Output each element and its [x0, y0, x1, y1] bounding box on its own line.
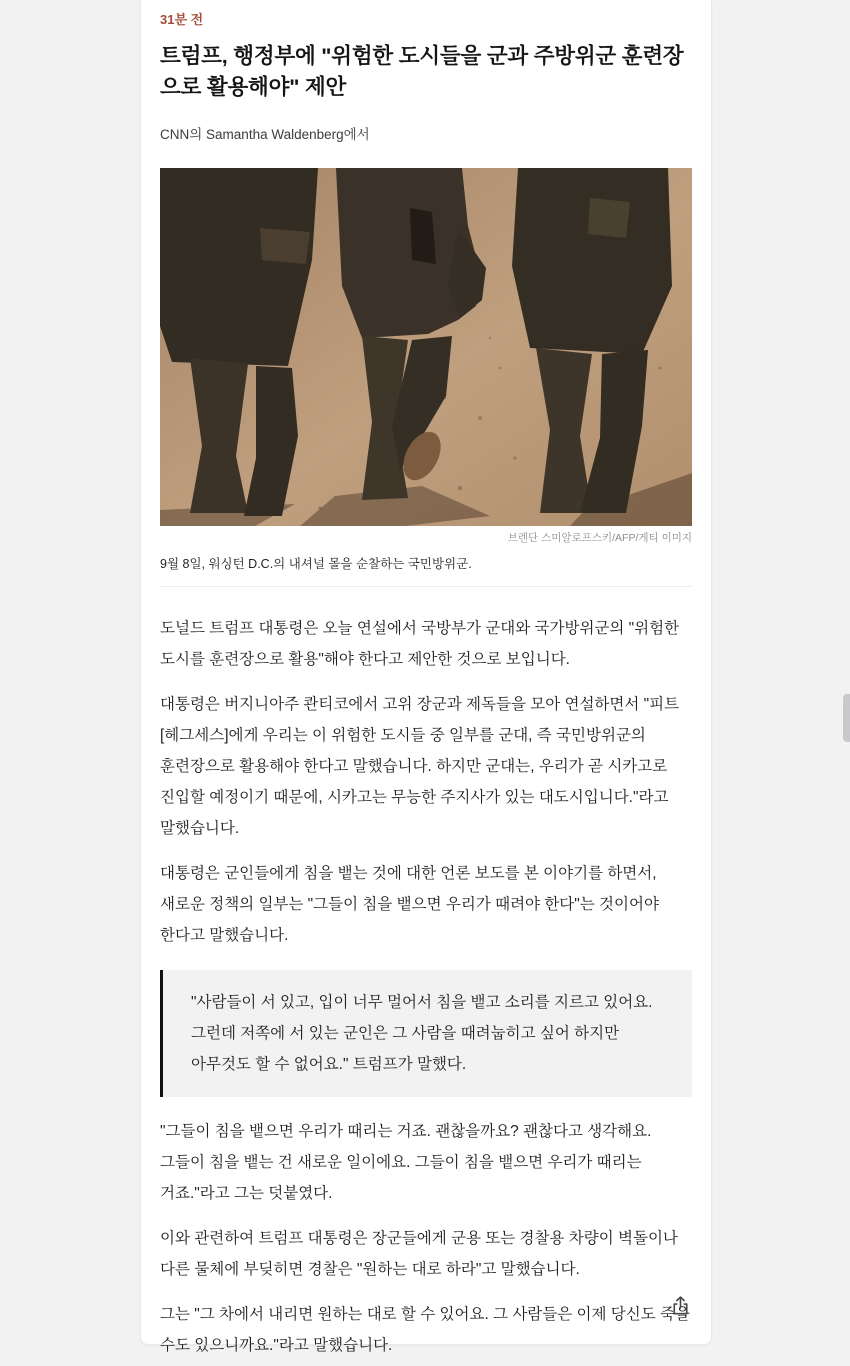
article-timestamp: 31분 전: [160, 12, 204, 27]
article-body: [160, 613, 692, 1361]
article-paragraph: 대통령은 군인들에게 침을 뱉는 것에 대한 언론 보도를 본 이야기를 하면서, 새로운 정책의 일부는 "그들이 침을 뱉으면 우리가 때려야 한다"는 것이어야 한다고 말했습니다.: [160, 865, 659, 945]
pull-quote: [160, 970, 692, 1097]
article-figure: [160, 168, 692, 572]
article-paragraph: 그는 "그 차에서 내리면 원하는 대로 할 수 있어요. 그 사람들은 이제 당신도 죽을 수도 있으니까요."라고 말했습니다.: [160, 1306, 690, 1355]
article-content: [141, 0, 711, 1355]
soldiers-photo-illustration: [160, 168, 692, 526]
share-icon: [669, 1294, 692, 1320]
article-paragraph: 대통령은 버지니아주 콴티코에서 고위 장군과 제독들을 모아 연설하면서 "피트 [헤그세스]에게 우리는 이 위험한 도시들 중 일부를 군대, 즉 국민방위군의 훈련장으로 활용해야 한다고 말했습니다. 하지만 군대는, 우리가 곧 시카고로 진입할 예정이기 때문에, 시카고는 무능한 주지사가 있는 대도시입니다."라고 말했습니다.: [160, 696, 680, 838]
article-byline: CNN의 Samantha Waldenberg에서: [160, 127, 370, 143]
page-title: 트럼프, 행정부에 "위험한 도시들을 군과 주방위군 훈련장으로 활용해야" 제안: [160, 44, 684, 99]
article-paragraph: "그들이 침을 뱉으면 우리가 때리는 거죠. 괜찮을까요? 괜찮다고 생각해요. 그들이 침을 뱉는 건 새로운 일이에요. 그들이 침을 뱉으면 우리가 때리는 거죠."라고 그는 덧붙였다.: [160, 1123, 652, 1203]
share-button[interactable]: [665, 1292, 695, 1322]
photo-caption: 9월 8일, 워싱턴 D.C.의 내셔널 몰을 순찰하는 국민방위군.: [160, 557, 472, 572]
article-paragraph: 도널드 트럼프 대통령은 오늘 연설에서 국방부가 군대와 국가방위군의 "위험한 도시를 훈련장으로 활용"해야 한다고 제안한 것으로 보입니다.: [160, 620, 680, 669]
section-divider: [160, 586, 692, 587]
article-card: [140, 0, 712, 1355]
pull-quote-text: "사람들이 서 있고, 입이 너무 멀어서 침을 뱉고 소리를 지르고 있어요. 그런데 저쪽에 서 있는 군인은 그 사람을 때려눕히고 싶어 하지만 아무것도 할 수 없어요." 트럼프가 말했다.: [191, 994, 653, 1074]
article-paragraph: 이와 관련하여 트럼프 대통령은 장군들에게 군용 또는 경찰용 차량이 벽돌이나 다른 물체에 부딪히면 경찰은 "원하는 대로 하라"고 말했습니다.: [160, 1230, 678, 1279]
scrollbar-thumb[interactable]: [843, 694, 850, 742]
article-photo: [160, 168, 692, 526]
photo-credit: 브렌단 스미알로프스키/AFP/게티 이미지: [507, 532, 692, 545]
photo-meta: [160, 530, 692, 572]
